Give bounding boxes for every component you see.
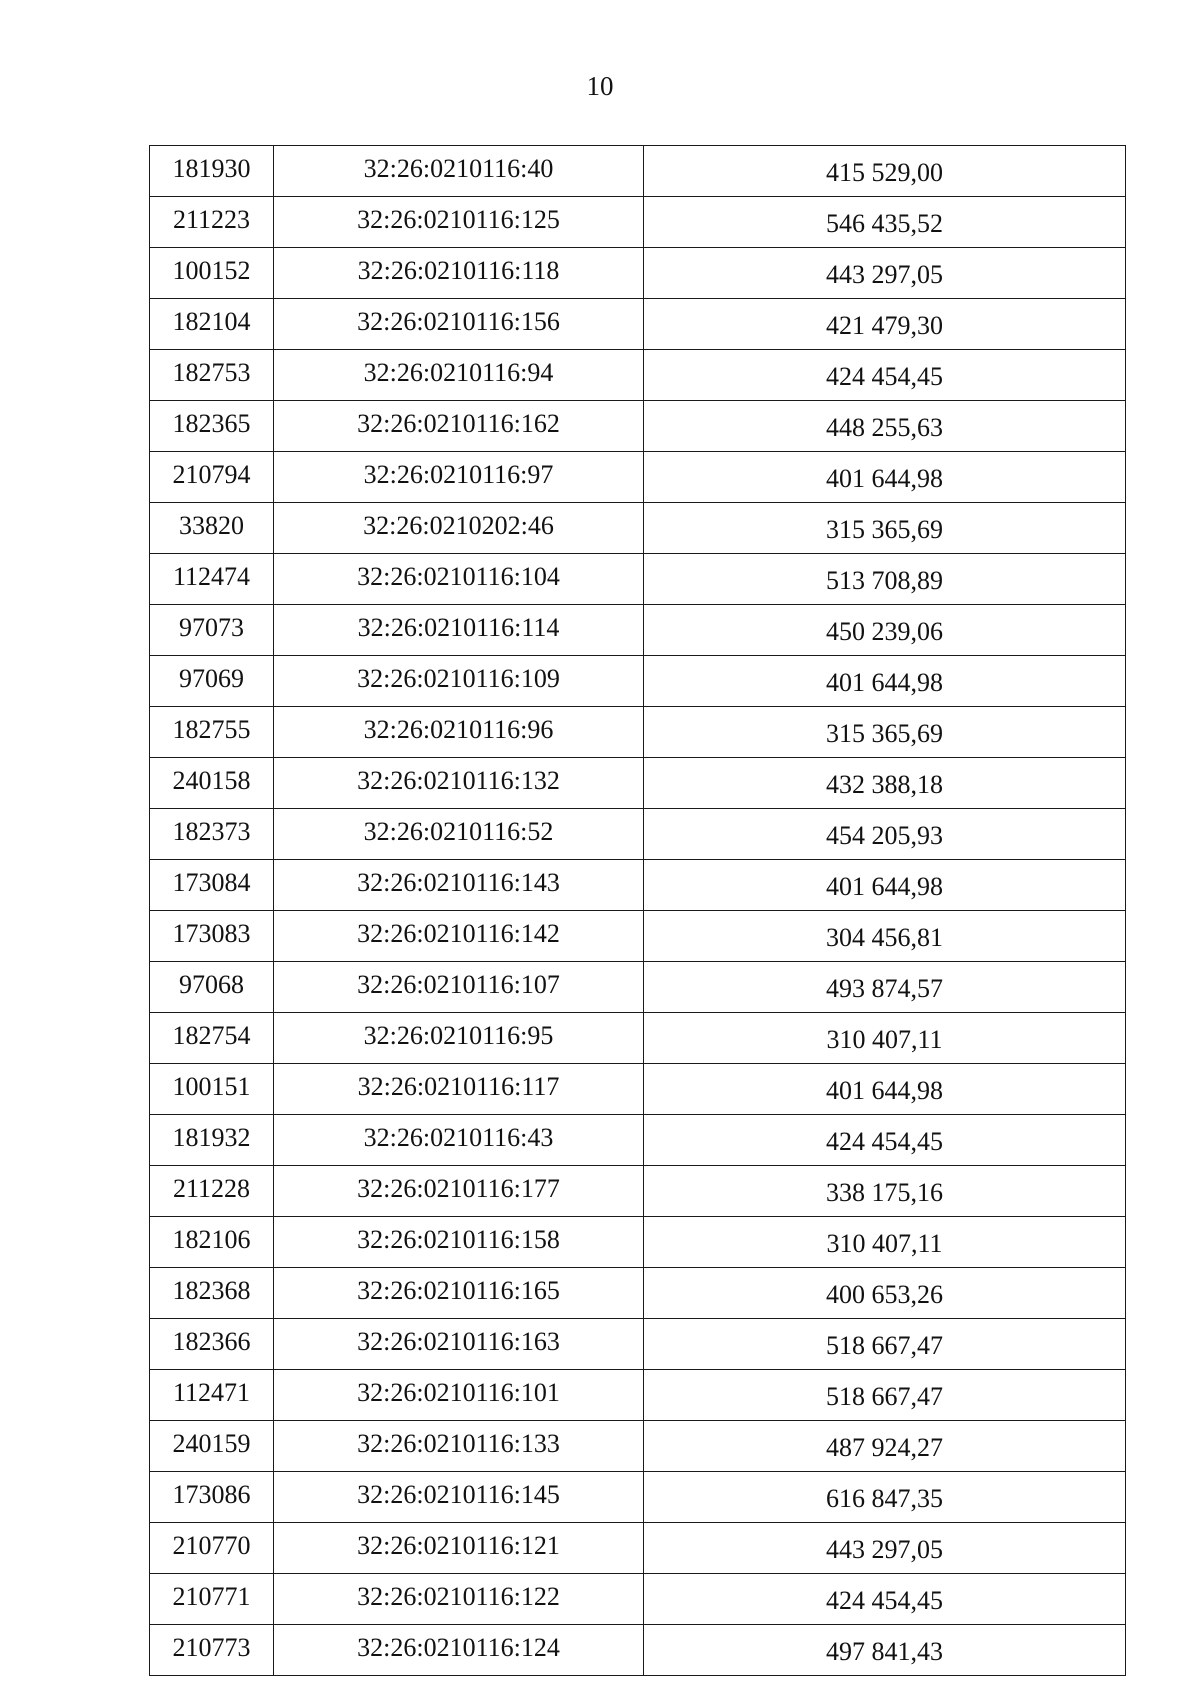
row-code-cell: 173086: [150, 1472, 274, 1523]
data-table: [149, 145, 1126, 1676]
row-value-cell: 546 435,52: [644, 197, 1126, 248]
row-value-cell: 432 388,18: [644, 758, 1126, 809]
row-code-cell: 182754: [150, 1013, 274, 1064]
row-cadastral-number-cell: 32:26:0210116:107: [274, 962, 644, 1013]
table-row: [150, 299, 1126, 350]
row-value-cell: 338 175,16: [644, 1166, 1126, 1217]
row-code-cell: 112474: [150, 554, 274, 605]
row-code-cell: 182755: [150, 707, 274, 758]
row-value-cell: 400 653,26: [644, 1268, 1126, 1319]
row-code-cell: 211223: [150, 197, 274, 248]
row-value-cell: 448 255,63: [644, 401, 1126, 452]
row-code-cell: 97073: [150, 605, 274, 656]
row-cadastral-number-cell: 32:26:0210116:117: [274, 1064, 644, 1115]
table-row: [150, 911, 1126, 962]
table-row: [150, 758, 1126, 809]
row-code-cell: 210770: [150, 1523, 274, 1574]
row-cadastral-number-cell: 32:26:0210116:104: [274, 554, 644, 605]
row-code-cell: 182373: [150, 809, 274, 860]
table-body: [150, 146, 1126, 1676]
row-value-cell: 518 667,47: [644, 1319, 1126, 1370]
table-row: [150, 1370, 1126, 1421]
row-value-cell: 513 708,89: [644, 554, 1126, 605]
row-value-cell: 315 365,69: [644, 503, 1126, 554]
row-cadastral-number-cell: 32:26:0210116:43: [274, 1115, 644, 1166]
row-code-cell: 240158: [150, 758, 274, 809]
row-code-cell: 112471: [150, 1370, 274, 1421]
row-value-cell: 424 454,45: [644, 350, 1126, 401]
row-value-cell: 443 297,05: [644, 248, 1126, 299]
row-code-cell: 100151: [150, 1064, 274, 1115]
row-value-cell: 401 644,98: [644, 656, 1126, 707]
row-value-cell: 401 644,98: [644, 452, 1126, 503]
row-cadastral-number-cell: 32:26:0210116:145: [274, 1472, 644, 1523]
row-code-cell: 211228: [150, 1166, 274, 1217]
row-value-cell: 497 841,43: [644, 1625, 1126, 1676]
row-cadastral-number-cell: 32:26:0210116:143: [274, 860, 644, 911]
row-value-cell: 415 529,00: [644, 146, 1126, 197]
row-cadastral-number-cell: 32:26:0210116:95: [274, 1013, 644, 1064]
table-row: [150, 401, 1126, 452]
row-code-cell: 33820: [150, 503, 274, 554]
row-value-cell: 443 297,05: [644, 1523, 1126, 1574]
row-code-cell: 97068: [150, 962, 274, 1013]
table-row: [150, 1421, 1126, 1472]
row-code-cell: 210794: [150, 452, 274, 503]
table-row: [150, 1319, 1126, 1370]
row-cadastral-number-cell: 32:26:0210116:40: [274, 146, 644, 197]
row-cadastral-number-cell: 32:26:0210202:46: [274, 503, 644, 554]
table-row: [150, 1472, 1126, 1523]
row-value-cell: 487 924,27: [644, 1421, 1126, 1472]
table-row: [150, 707, 1126, 758]
row-cadastral-number-cell: 32:26:0210116:114: [274, 605, 644, 656]
row-cadastral-number-cell: 32:26:0210116:142: [274, 911, 644, 962]
data-table-container: [149, 145, 1125, 1676]
row-code-cell: 210771: [150, 1574, 274, 1625]
row-code-cell: 181932: [150, 1115, 274, 1166]
row-code-cell: 182753: [150, 350, 274, 401]
row-cadastral-number-cell: 32:26:0210116:122: [274, 1574, 644, 1625]
table-row: [150, 1268, 1126, 1319]
row-code-cell: 173083: [150, 911, 274, 962]
row-value-cell: 315 365,69: [644, 707, 1126, 758]
row-code-cell: 182365: [150, 401, 274, 452]
table-row: [150, 1625, 1126, 1676]
row-cadastral-number-cell: 32:26:0210116:52: [274, 809, 644, 860]
row-value-cell: 424 454,45: [644, 1115, 1126, 1166]
row-code-cell: 210773: [150, 1625, 274, 1676]
table-row: [150, 1064, 1126, 1115]
table-row: [150, 962, 1126, 1013]
row-cadastral-number-cell: 32:26:0210116:162: [274, 401, 644, 452]
table-row: [150, 1013, 1126, 1064]
row-cadastral-number-cell: 32:26:0210116:101: [274, 1370, 644, 1421]
row-cadastral-number-cell: 32:26:0210116:121: [274, 1523, 644, 1574]
row-value-cell: 310 407,11: [644, 1013, 1126, 1064]
table-row: [150, 1115, 1126, 1166]
table-row: [150, 1523, 1126, 1574]
row-code-cell: 181930: [150, 146, 274, 197]
row-cadastral-number-cell: 32:26:0210116:133: [274, 1421, 644, 1472]
table-row: [150, 809, 1126, 860]
row-value-cell: 424 454,45: [644, 1574, 1126, 1625]
row-cadastral-number-cell: 32:26:0210116:96: [274, 707, 644, 758]
row-code-cell: 182366: [150, 1319, 274, 1370]
row-value-cell: 450 239,06: [644, 605, 1126, 656]
row-value-cell: 401 644,98: [644, 1064, 1126, 1115]
page-number: 10: [586, 71, 614, 101]
table-row: [150, 1166, 1126, 1217]
table-row: [150, 146, 1126, 197]
row-code-cell: 182368: [150, 1268, 274, 1319]
row-cadastral-number-cell: 32:26:0210116:163: [274, 1319, 644, 1370]
row-cadastral-number-cell: 32:26:0210116:124: [274, 1625, 644, 1676]
row-code-cell: 100152: [150, 248, 274, 299]
row-cadastral-number-cell: 32:26:0210116:165: [274, 1268, 644, 1319]
table-row: [150, 656, 1126, 707]
row-code-cell: 182104: [150, 299, 274, 350]
table-row: [150, 197, 1126, 248]
row-code-cell: 182106: [150, 1217, 274, 1268]
row-cadastral-number-cell: 32:26:0210116:109: [274, 656, 644, 707]
row-cadastral-number-cell: 32:26:0210116:132: [274, 758, 644, 809]
table-row: [150, 605, 1126, 656]
row-code-cell: 240159: [150, 1421, 274, 1472]
row-cadastral-number-cell: 32:26:0210116:94: [274, 350, 644, 401]
row-cadastral-number-cell: 32:26:0210116:158: [274, 1217, 644, 1268]
row-code-cell: 97069: [150, 656, 274, 707]
row-value-cell: 310 407,11: [644, 1217, 1126, 1268]
table-row: [150, 350, 1126, 401]
table-row: [150, 503, 1126, 554]
table-row: [150, 452, 1126, 503]
row-value-cell: 616 847,35: [644, 1472, 1126, 1523]
table-row: [150, 1574, 1126, 1625]
row-code-cell: 173084: [150, 860, 274, 911]
row-value-cell: 518 667,47: [644, 1370, 1126, 1421]
row-value-cell: 401 644,98: [644, 860, 1126, 911]
row-value-cell: 304 456,81: [644, 911, 1126, 962]
table-row: [150, 1217, 1126, 1268]
row-cadastral-number-cell: 32:26:0210116:177: [274, 1166, 644, 1217]
row-cadastral-number-cell: 32:26:0210116:156: [274, 299, 644, 350]
row-cadastral-number-cell: 32:26:0210116:118: [274, 248, 644, 299]
row-value-cell: 493 874,57: [644, 962, 1126, 1013]
table-row: [150, 554, 1126, 605]
row-cadastral-number-cell: 32:26:0210116:97: [274, 452, 644, 503]
table-row: [150, 248, 1126, 299]
row-value-cell: 454 205,93: [644, 809, 1126, 860]
row-cadastral-number-cell: 32:26:0210116:125: [274, 197, 644, 248]
row-value-cell: 421 479,30: [644, 299, 1126, 350]
table-row: [150, 860, 1126, 911]
